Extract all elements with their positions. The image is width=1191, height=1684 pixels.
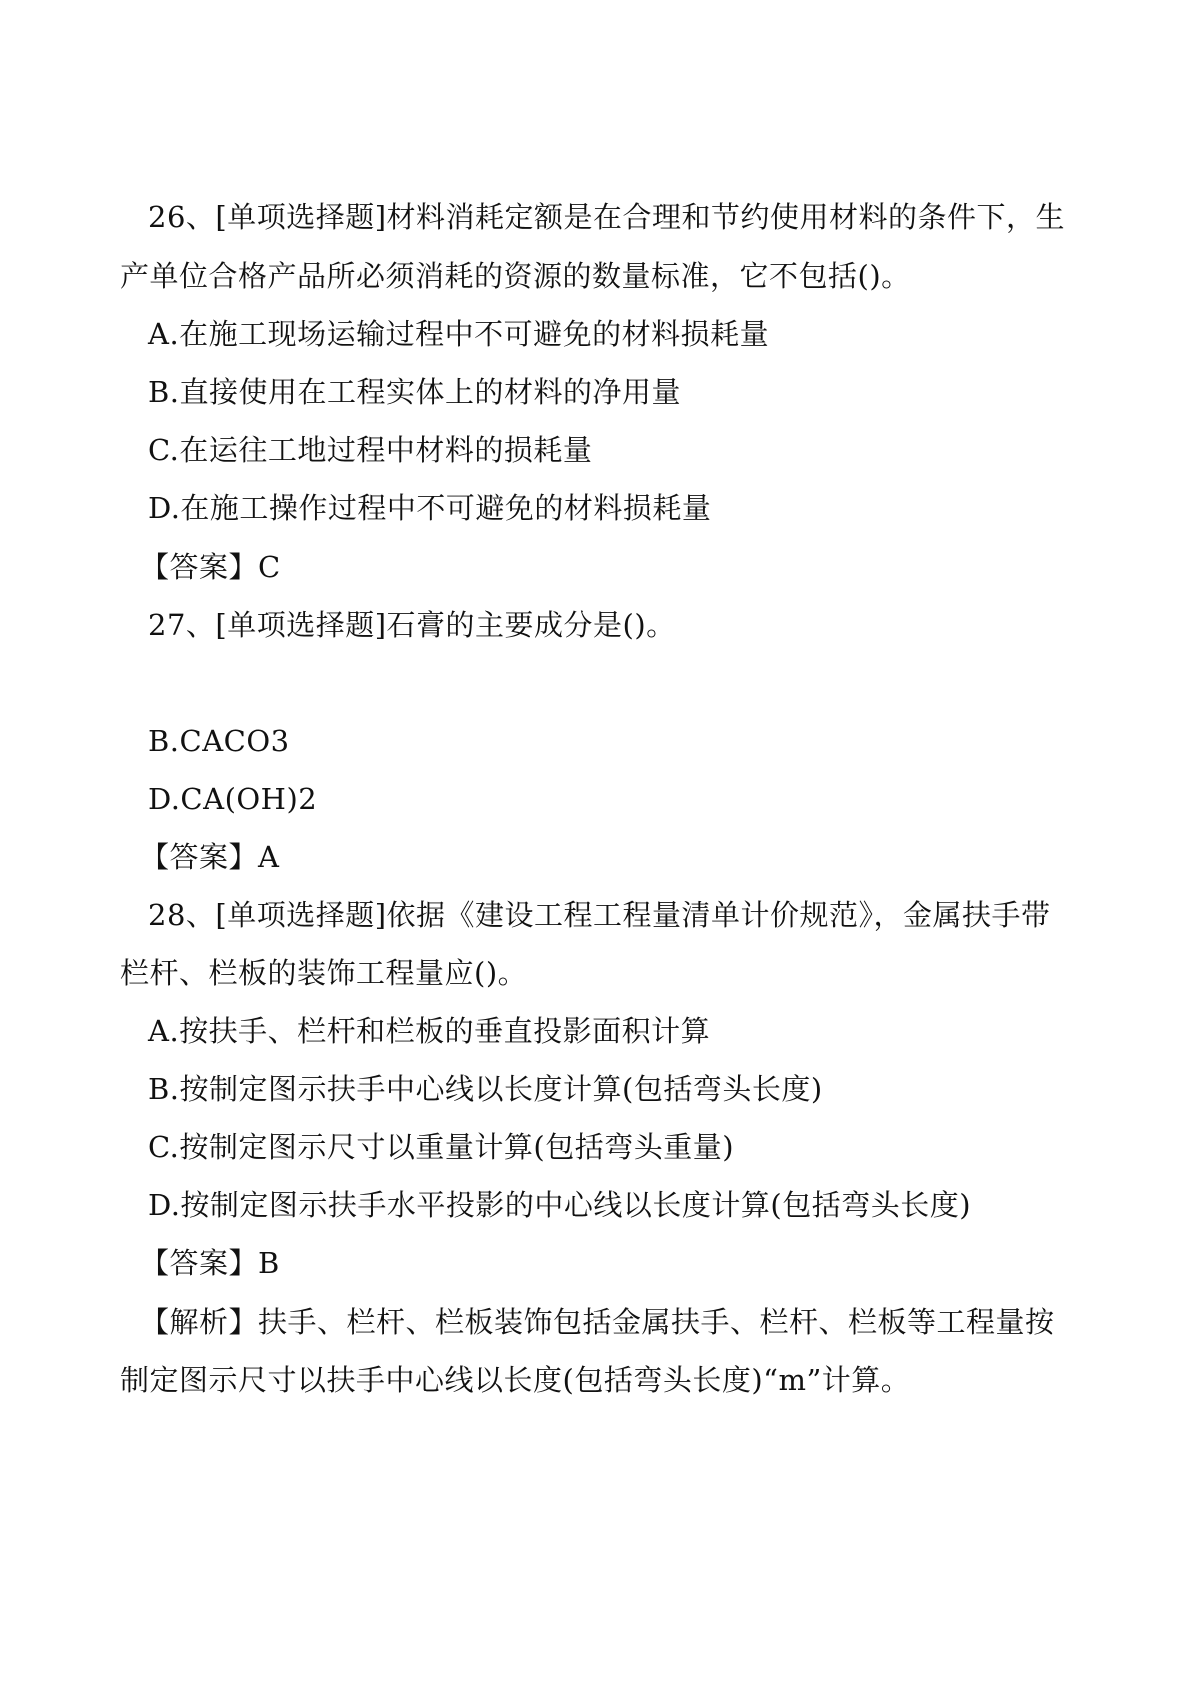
question-26-option-a: A.在施工现场运输过程中不可避免的材料损耗量 [148,317,770,351]
question-28-analysis-line-1: 【解析】扶手、栏杆、栏板装饰包括金属扶手、栏杆、栏板等工程量按 [140,1305,1055,1339]
question-27-stem: 27、[单项选择题]石膏的主要成分是()。 [148,608,676,642]
question-28-answer: 【答案】B [140,1246,280,1280]
question-27-option-b: B.CACO3 [148,724,290,758]
question-26-option-d: D.在施工操作过程中不可避免的材料损耗量 [148,491,712,525]
question-26-option-b: B.直接使用在工程实体上的材料的净用量 [148,375,682,409]
question-27-option-d: D.CA(OH)2 [148,782,318,816]
question-28-option-d: D.按制定图示扶手水平投影的中心线以长度计算(包括弯头长度) [148,1188,972,1222]
question-28-stem-line-1: 28、[单项选择题]依据《建设工程工程量清单计价规范》，金属扶手带 [148,898,1051,932]
question-28-option-c: C.按制定图示尺寸以重量计算(包括弯头重量) [148,1130,735,1164]
question-27-answer: 【答案】A [140,840,280,874]
question-26-option-c: C.在运往工地过程中材料的损耗量 [148,433,593,467]
question-28-analysis-line-2: 制定图示尺寸以扶手中心线以长度(包括弯头长度)“m”计算。 [120,1363,911,1397]
question-28-option-b: B.按制定图示扶手中心线以长度计算(包括弯头长度) [148,1072,823,1106]
question-28-option-a: A.按扶手、栏杆和栏板的垂直投影面积计算 [148,1014,711,1048]
question-28-stem-line-2: 栏杆、栏板的装饰工程量应()。 [120,956,528,990]
question-26-answer: 【答案】C [140,550,281,584]
question-26-stem-line-2: 产单位合格产品所必须消耗的资源的数量标准，它不包括()。 [120,259,911,293]
question-26-stem-line-1: 26、[单项选择题]材料消耗定额是在合理和节约使用材料的条件下，生 [148,200,1066,234]
